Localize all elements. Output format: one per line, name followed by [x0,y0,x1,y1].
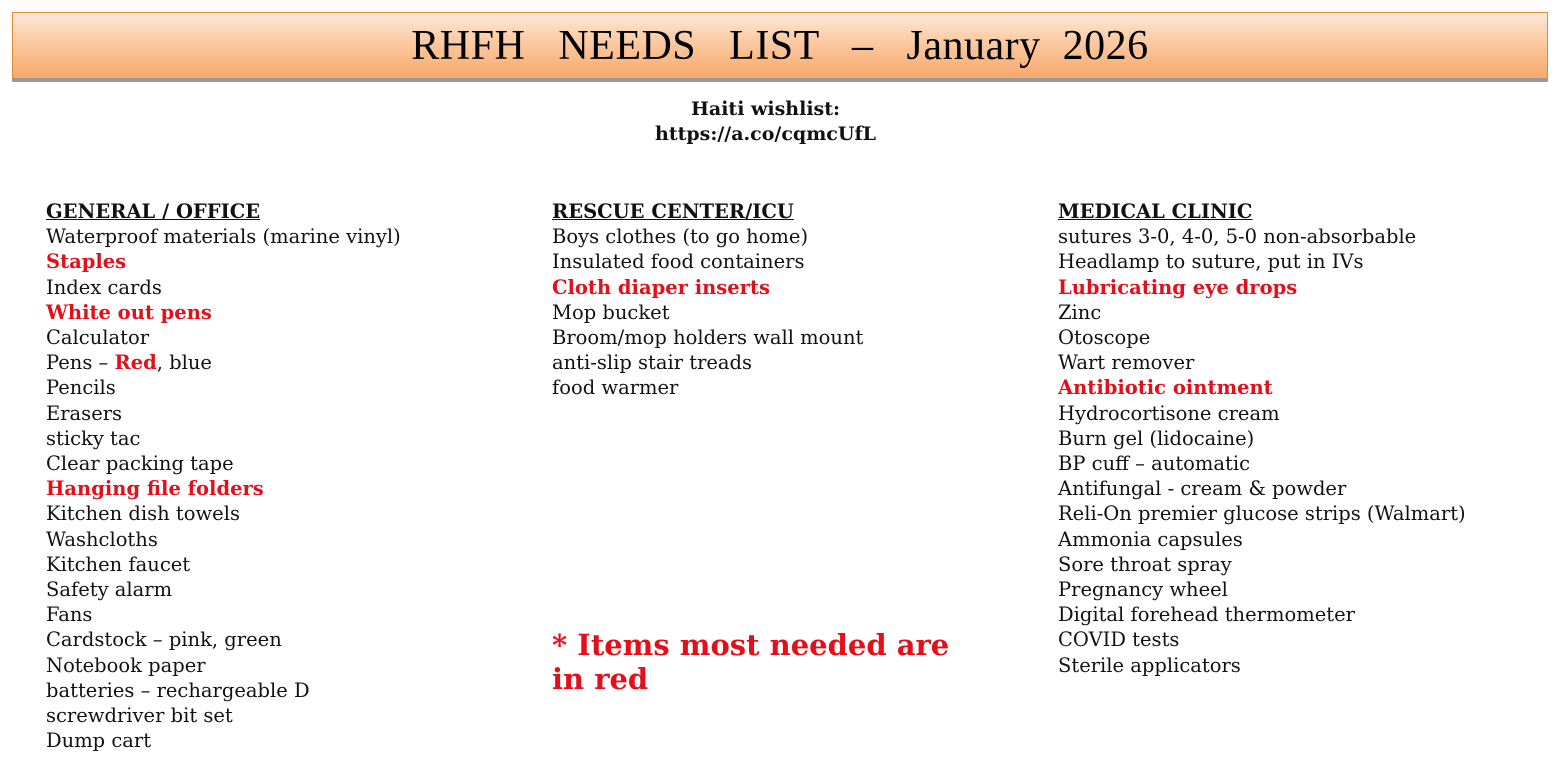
list-item: Waterproof materials (marine vinyl) [46,225,401,249]
list-item: Wart remover [1058,351,1195,375]
wishlist-block [0,97,1531,147]
list-item: Erasers [46,401,123,425]
list-item: COVID tests [1058,628,1180,652]
list-item: Washcloths [46,527,158,551]
list-item: Otoscope [1058,326,1151,350]
list-item: Headlamp to suture, put in IVs [1058,250,1364,274]
rescue-center-heading: RESCUE CENTER/ICU [552,200,794,223]
list-item: batteries – rechargeable D [46,678,310,702]
list-item: BP cuff – automatic [1058,452,1251,476]
list-item-needed: Lubricating eye drops [1058,275,1298,299]
list-item: Burn gel (lidocaine) [1058,426,1255,450]
pens-prefix: Pens – [46,351,115,375]
list-item: Broom/mop holders wall mount [552,326,864,350]
list-item-needed: Cloth diaper inserts [552,275,770,299]
medical-clinic-column [1058,199,1466,678]
list-item: Fans [46,603,93,627]
list-item: Index cards [46,275,162,299]
list-item: Boys clothes (to go home) [552,225,809,249]
list-item-pens [46,350,401,375]
list-item: Insulated food containers [552,250,805,274]
list-item: Kitchen dish towels [46,502,240,526]
list-item: Reli-On premier glucose strips (Walmart) [1058,502,1466,526]
list-item: Hydrocortisone cream [1058,401,1280,425]
list-item: anti-slip stair treads [552,351,753,375]
general-office-heading: GENERAL / OFFICE [46,200,261,223]
list-item: Zinc [1058,300,1102,324]
list-item: Antifungal - cream & powder [1058,477,1347,501]
list-item: sutures 3-0, 4-0, 5-0 non-absorbable [1058,225,1417,249]
list-item: Pregnancy wheel [1058,578,1228,602]
list-item: Safety alarm [46,578,173,602]
list-item-needed: Staples [46,250,127,274]
list-item-needed: Antibiotic ointment [1058,376,1273,400]
list-item: Sore throat spray [1058,552,1232,576]
pens-suffix: , blue [156,351,212,375]
page-title: RHFH NEEDS LIST – January 2026 [411,22,1149,69]
list-item: Cardstock – pink, green [46,628,282,652]
list-item-needed: White out pens [46,300,212,324]
pens-red-word: Red [114,351,157,375]
list-item: food warmer [552,376,679,400]
title-banner [12,12,1548,82]
list-item: Pencils [46,376,116,400]
list-item: Notebook paper [46,653,206,677]
list-item: Dump cart [46,729,152,753]
list-item: Calculator [46,326,150,350]
list-item: Clear packing tape [46,452,234,476]
medical-clinic-heading: MEDICAL CLINIC [1058,200,1253,223]
list-item: Sterile applicators [1058,653,1241,677]
wishlist-link[interactable]: https://a.co/cqmcUfL [655,123,876,145]
list-item: sticky tac [46,426,141,450]
list-item: Digital forehead thermometer [1058,603,1355,627]
wishlist-label: Haiti wishlist: [690,98,841,120]
rescue-center-column [552,199,863,401]
list-item: Ammonia capsules [1058,527,1243,551]
list-item: Kitchen faucet [46,552,191,576]
list-item: screwdriver bit set [46,704,233,728]
list-item: Mop bucket [552,300,670,324]
general-office-column [46,199,401,753]
most-needed-note: * Items most needed are in red [552,628,950,696]
list-item-needed: Hanging file folders [46,477,264,501]
